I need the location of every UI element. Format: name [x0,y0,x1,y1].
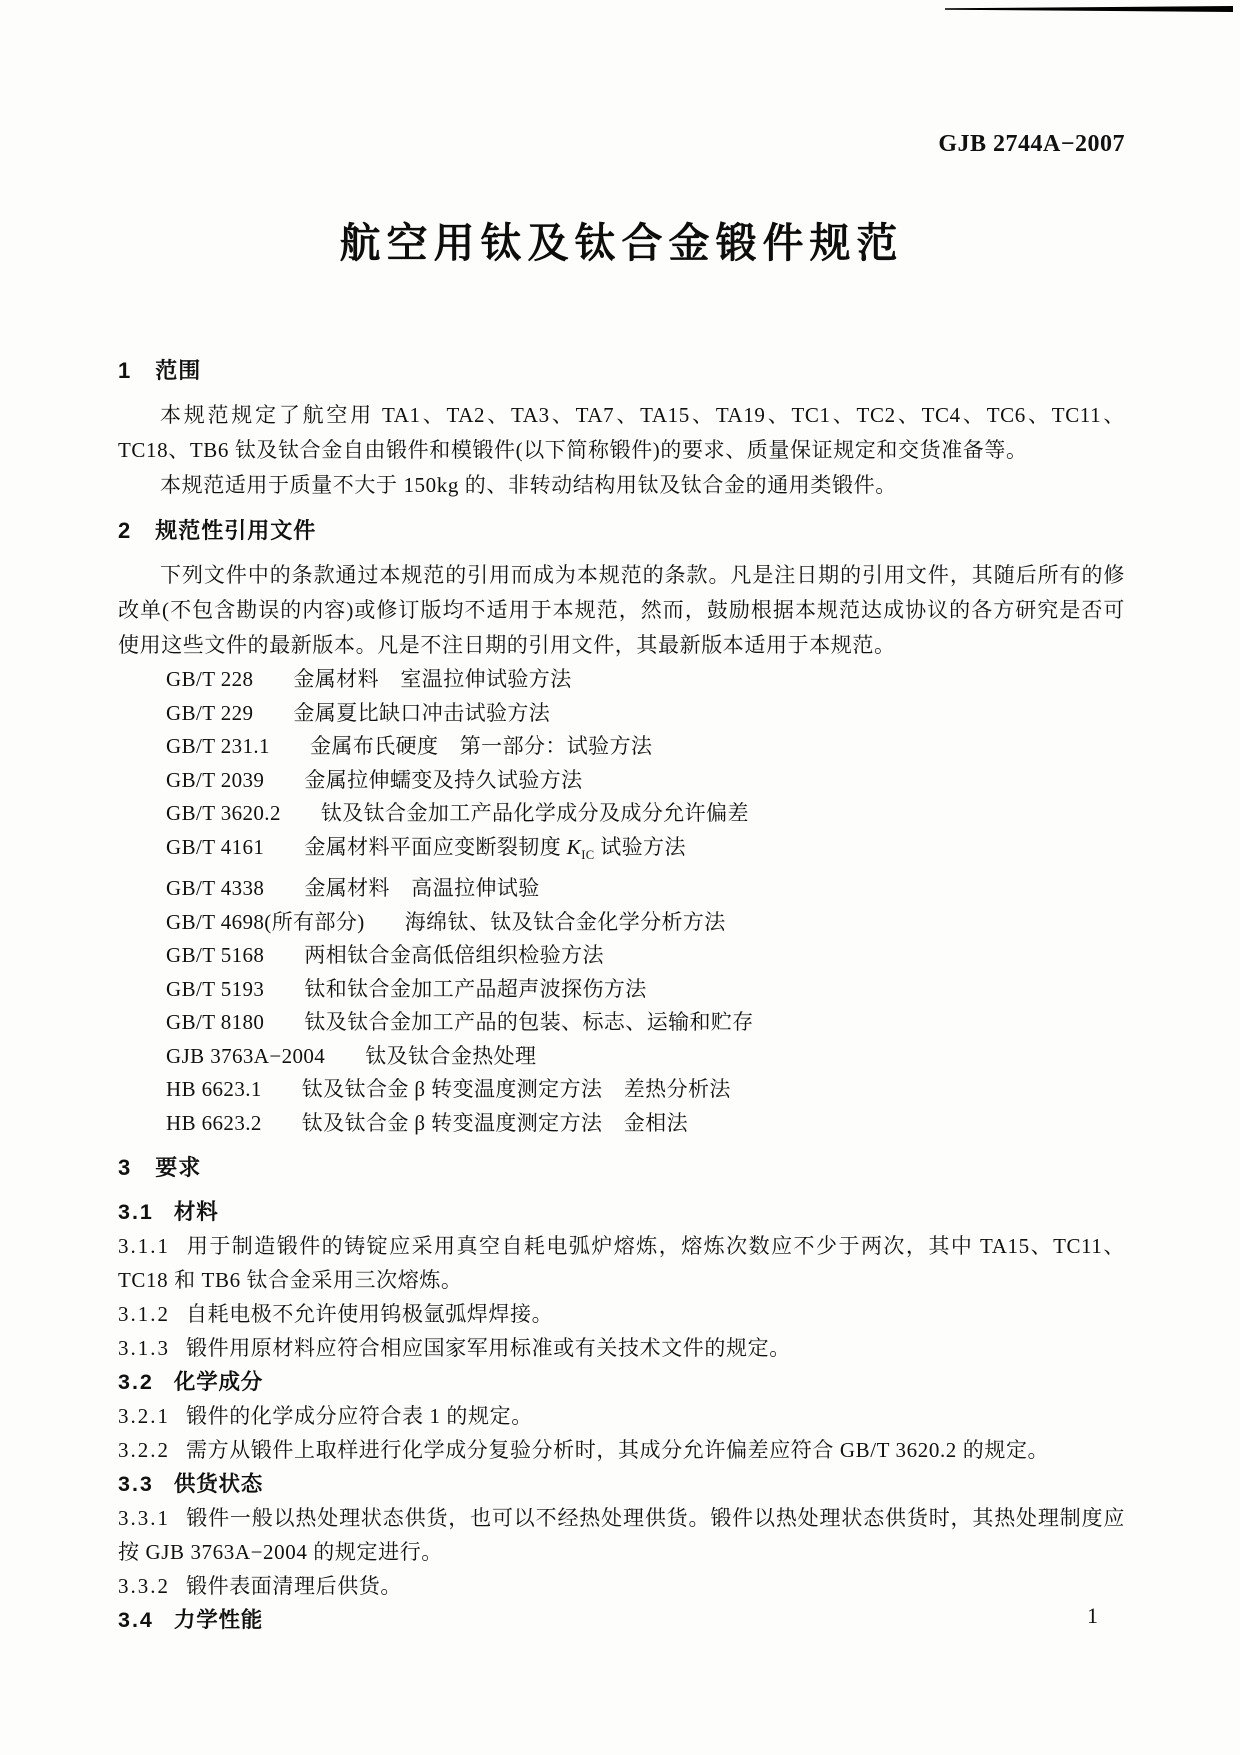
subsection-heading [118,1467,1125,1501]
clause [118,1433,1125,1467]
section-heading-references [118,513,1125,548]
clause [118,1399,1125,1433]
clause-text: 锻件的化学成分应符合表 1 的规定。 [186,1404,533,1429]
reference-title: 钛及钛合金热处理 [365,1043,537,1068]
page-content [118,0,1125,1637]
reference-title: 金属材料平面应变断裂韧度 $K_{IC}$ 试验方法 [304,834,686,862]
subsection-heading [118,1603,1125,1637]
reference-code: GB/T 231.1 [166,734,270,758]
reference-code: GB/T 8180 [166,1010,265,1035]
section-title: 要求 [155,1155,202,1181]
references-intro: 下列文件中的条款通过本规范的引用而成为本规范的条款。凡是注日期的引用文件，其随后所有的修改单(不包含勘误的内容)或修订版均不适用于本规范，然而，鼓励根据本规范达成协议的各方研究是否可使用这些文件的最新版本。凡是不注日期的引用文件，其最新版本适用于本规范。 [118,563,1125,657]
reference-code: GB/T 228 [166,667,254,691]
clause-number: 3.1 [118,1200,154,1225]
clause-number: 3.3.2 [118,1574,170,1599]
subsection-title: 供货状态 [173,1472,264,1497]
reference-code: HB 6623.1 [166,1077,262,1102]
reference-title: 钛及钛合金 β 转变温度测定方法 金相法 [301,1110,688,1135]
reference-item [166,1006,1125,1040]
subsection-title: 化学成分 [173,1370,264,1395]
reference-code: GB/T 4161 [166,834,265,859]
reference-code: GB/T 4338 [166,876,265,901]
subsection-heading [118,1195,1125,1229]
reference-code: HB 6623.2 [166,1110,262,1135]
clause [118,1229,1125,1297]
reference-item [166,730,1125,764]
reference-title: 钛及钛合金 β 转变温度测定方法 差热分析法 [301,1077,731,1102]
section-number: 1 [118,358,132,383]
clause-number: 3.2.2 [118,1438,170,1463]
reference-title: 钛及钛合金加工产品化学成分及成分允许偏差 [320,801,749,825]
reference-title: 金属材料 高温拉伸试验 [304,876,540,901]
reference-item [166,797,1125,831]
reference-item [166,1107,1125,1141]
subsection-heading [118,1365,1125,1399]
section-number: 2 [118,518,132,543]
reference-title: 金属布氏硬度 第一部分：试验方法 [309,734,653,758]
clause-text: 锻件表面清理后供货。 [186,1574,402,1599]
clause-number: 3.1.2 [118,1302,170,1327]
references-list [118,663,1125,1140]
standard-code: GJB 2744A−2007 [938,131,1125,157]
reference-title: 金属材料 室温拉伸试验方法 [293,667,572,691]
section-title: 范围 [155,358,202,383]
reference-code: GB/T 5193 [166,976,265,1001]
clause [118,1501,1125,1569]
reference-code: GB/T 5168 [166,943,265,968]
clause-number: 3.4 [118,1608,154,1633]
clause [118,1569,1125,1603]
reference-title: 钛及钛合金加工产品的包装、标志、运输和贮存 [304,1010,754,1035]
clause-text: 用于制造锻件的铸锭应采用真空自耗电弧炉熔炼，熔炼次数应不少于两次，其中 TA15、TC11、TC18 和 TB6 钛合金采用三次熔炼。 [118,1234,1125,1293]
clause-text: 自耗电极不允许使用钨极氩弧焊焊接。 [186,1302,554,1327]
reference-title: 海绵钛、钛及钛合金化学分析方法 [404,909,726,934]
clause-text: 锻件用原材料应符合相应国家军用标准或有关技术文件的规定。 [186,1336,791,1361]
reference-item [166,973,1125,1007]
reference-code: GB/T 229 [166,700,254,725]
clause-text: 需方从锻件上取样进行化学成分复验分析时，其成分允许偏差应符合 GB/T 3620.2 的规定。 [186,1438,1050,1463]
page-number: 1 [1087,1603,1098,1628]
scope-paragraph: 本规范规定了航空用 TA1、TA2、TA3、TA7、TA15、TA19、TC1、TC2、TC4、TC6、TC11、TC18、TB6 钛及钛合金自由锻件和模锻件(以下简称锻件)的要求、质量保证规定和交货准备等。 [118,403,1125,462]
clause-number: 3.2 [118,1370,154,1395]
requirements-body [118,1195,1125,1637]
reference-title: 金属拉伸蠕变及持久试验方法 [304,767,583,792]
clause-number: 3.1.3 [118,1336,170,1361]
reference-title: 两相钛合金高低倍组织检验方法 [304,943,604,968]
reference-item [166,831,1125,873]
reference-title: 金属夏比缺口冲击试验方法 [293,700,551,725]
section-heading-scope [118,353,1125,388]
reference-item [166,906,1125,940]
reference-item [166,764,1125,798]
section-heading-requirements [118,1150,1125,1185]
reference-item [166,939,1125,973]
subsection-title: 力学性能 [173,1608,264,1633]
reference-item [166,872,1125,906]
clause-number: 3.3.1 [118,1506,170,1531]
section-number: 3 [118,1155,132,1181]
clause-number: 3.1.1 [118,1234,170,1259]
scope-paragraph: 本规范适用于质量不大于 150kg 的、非转动结构用钛及钛合金的通用类锻件。 [160,473,897,497]
reference-title: 钛和钛合金加工产品超声波探伤方法 [304,976,647,1001]
section-title: 规范性引用文件 [155,518,317,543]
subsection-title: 材料 [173,1200,219,1225]
reference-code: GB/T 2039 [166,767,265,792]
clause-text: 锻件一般以热处理状态供货，也可以不经热处理供货。锻件以热处理状态供货时，其热处理制度应按 GJB 3763A−2004 的规定进行。 [118,1506,1125,1565]
clause-number: 3.2.1 [118,1404,170,1429]
reference-item [166,697,1125,731]
reference-item [166,663,1125,697]
reference-code: GB/T 4698(所有部分) [166,909,365,934]
reference-item [166,1040,1125,1074]
reference-code: GJB 3763A−2004 [166,1043,326,1068]
clause [118,1297,1125,1331]
reference-item [166,1073,1125,1107]
clause-number: 3.3 [118,1472,154,1497]
reference-code: GB/T 3620.2 [166,801,281,825]
clause [118,1331,1125,1365]
document-title: 航空用钛及钛合金锻件规范 [339,220,904,266]
